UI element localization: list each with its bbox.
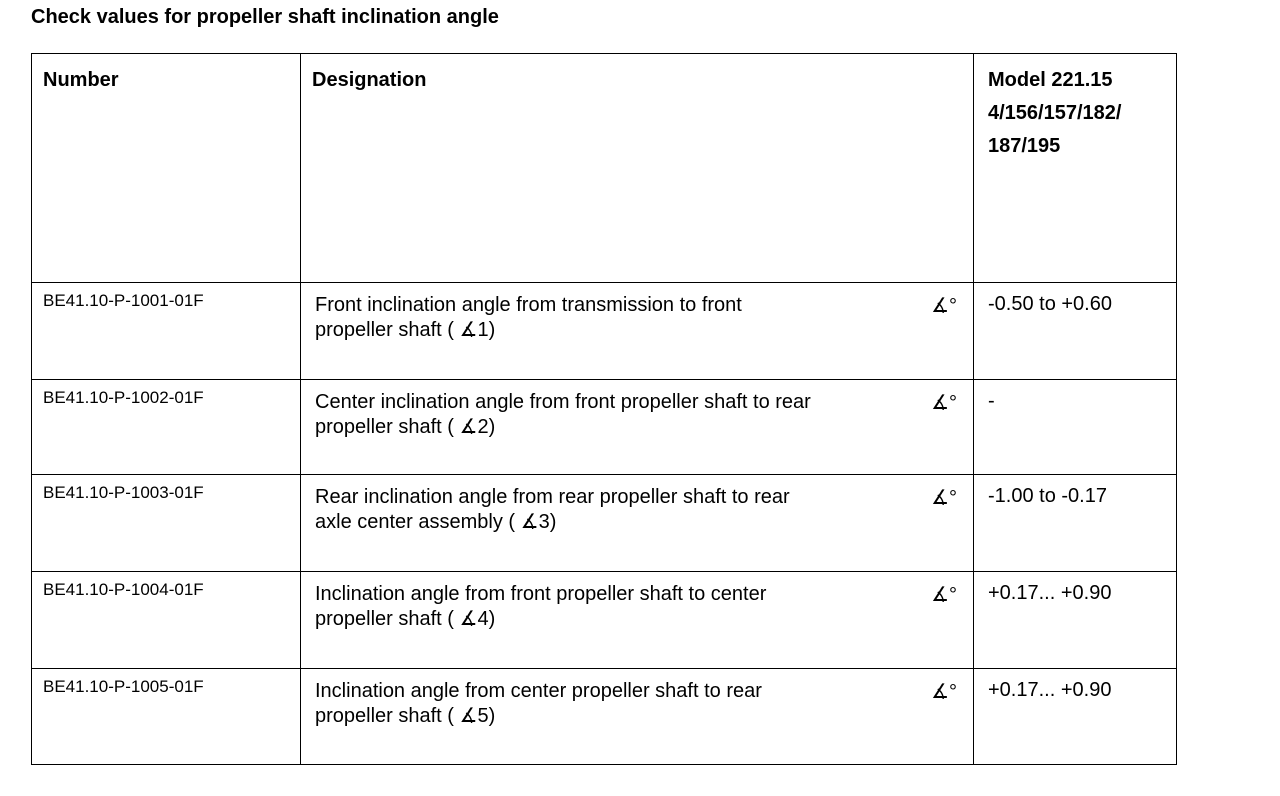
designation-cell [301,380,974,475]
value-cell [974,669,1177,765]
angle-unit: ∡° [931,392,957,414]
table-header-row [32,54,1177,283]
angle-unit: ∡° [931,295,957,317]
row-number: BE41.10-P-1005-01F [43,677,204,696]
row-number: BE41.10-P-1004-01F [43,580,204,599]
row-number: BE41.10-P-1003-01F [43,483,204,502]
table-row [32,283,1177,380]
designation-cell [301,572,974,669]
row-designation: Rear inclination angle from rear propeller shaft to rear axle center assembly ( ∡3) [315,486,790,533]
number-cell [32,572,301,669]
header-designation [301,54,974,283]
row-value: - [988,390,995,412]
number-cell [32,380,301,475]
angle-unit: ∡° [931,681,957,703]
table-row [32,572,1177,669]
row-designation: Inclination angle from center propeller shaft to rear propeller shaft ( ∡5) [315,680,762,727]
designation-cell [301,669,974,765]
angle-unit: ∡° [931,487,957,509]
check-values-table [31,53,1177,765]
number-cell [32,475,301,572]
value-cell [974,380,1177,475]
row-designation: Inclination angle from front propeller shaft to center propeller shaft ( ∡4) [315,583,767,630]
row-designation: Center inclination angle from front propeller shaft to rear propeller shaft ( ∡2) [315,391,811,438]
value-cell [974,572,1177,669]
table-row [32,380,1177,475]
number-cell [32,669,301,765]
number-cell [32,283,301,380]
header-number [32,54,301,283]
header-number-label: Number [43,69,119,91]
row-number: BE41.10-P-1002-01F [43,388,204,407]
value-cell [974,283,1177,380]
table-row [32,475,1177,572]
designation-cell [301,475,974,572]
row-value: +0.17... +0.90 [988,679,1112,701]
value-cell [974,475,1177,572]
table-row [32,669,1177,765]
angle-unit: ∡° [931,584,957,606]
row-designation: Front inclination angle from transmission to front propeller shaft ( ∡1) [315,294,742,341]
header-model-label: Model 221.154/156/157/182/187/195 [988,69,1122,157]
row-value: -0.50 to +0.60 [988,293,1112,315]
row-value: -1.00 to -0.17 [988,485,1107,507]
row-value: +0.17... +0.90 [988,582,1112,604]
row-number: BE41.10-P-1001-01F [43,291,204,310]
header-designation-label: Designation [312,69,427,91]
header-model [974,54,1177,283]
designation-cell [301,283,974,380]
document-title: Check values for propeller shaft inclination angle [31,6,499,28]
